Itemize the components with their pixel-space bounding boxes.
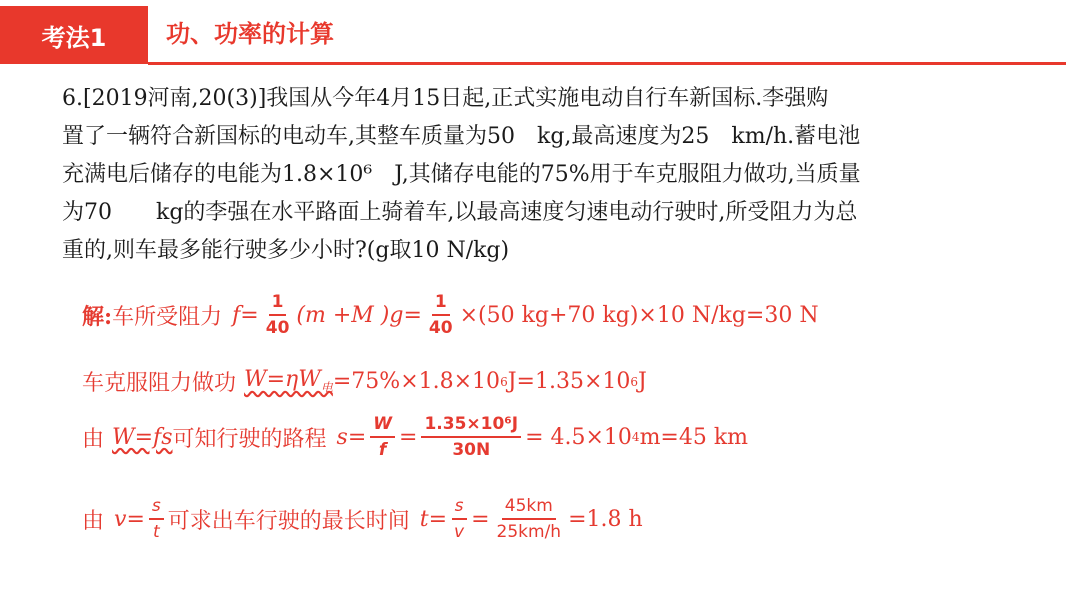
fraction-denominator: 30N [452, 440, 491, 460]
solution-text: 可求出车行驶的最长时间 [167, 508, 410, 534]
mass-sum: (m +M )g [296, 302, 404, 328]
equals: = [428, 506, 448, 532]
fraction-numerator: 1 [432, 292, 450, 316]
fraction-w-f [370, 414, 395, 460]
solution-line-4 [82, 496, 643, 542]
equals: = [403, 302, 422, 328]
solution-text: = 4.5×10 [525, 424, 632, 450]
fraction-denominator: f [378, 440, 387, 460]
fraction-time [494, 496, 565, 542]
superscript: 6 [500, 374, 508, 389]
header-bar [0, 0, 1066, 66]
fraction-numerator: 45km [502, 496, 556, 520]
equals: = [399, 424, 418, 450]
superscript: 4 [631, 430, 640, 444]
fraction-denominator: 40 [265, 318, 290, 338]
var-f: f [232, 302, 241, 328]
superscript: 6 [630, 374, 639, 389]
problem-line: 6.[2019河南,20(3)]我国从今年4月15日起,正式实施电动自行车新国标.李强购 [62, 86, 829, 111]
fraction-s-t [149, 496, 164, 542]
problem-text [62, 80, 1012, 270]
equals: = [240, 302, 259, 328]
solution-text: =75%×1.8×10 [332, 369, 501, 394]
solution-text: 可知行驶的路程 [172, 426, 327, 452]
work-formula-text: W=ηW [244, 367, 321, 393]
fraction-denominator: t [152, 522, 160, 542]
solution-text: 由 [82, 508, 105, 534]
fraction-numerator: 1 [269, 292, 287, 316]
problem-line: 充满电后储存的电能为1.8×10⁶ J,其储存电能的75%用于车克服阻力做功,当质量 [62, 162, 861, 187]
fraction-numerator: s [452, 496, 467, 520]
solution-line-1 [82, 292, 819, 338]
var-v: v [114, 506, 127, 532]
problem-line: 为70 kg的李强在水平路面上骑着车,以最高速度匀速电动行驶时,所受阻力为总 [62, 200, 858, 225]
work-formula: W=fs [112, 424, 173, 450]
fraction-1-40 [426, 292, 456, 338]
solution-text: J=1.35×10 [507, 369, 631, 394]
solution-text: m=45 km [639, 424, 749, 450]
section-badge: 考法1 [0, 6, 148, 64]
solution-line-2 [82, 366, 647, 397]
solution-text: =1.8 h [568, 506, 643, 532]
fraction-numerator: W [370, 414, 395, 438]
work-formula [244, 367, 333, 395]
solution-text: 由 [82, 426, 105, 452]
fraction-numerator: s [149, 496, 164, 520]
subscript: 电 [320, 380, 333, 395]
solution-line-3 [82, 414, 748, 460]
fraction-denominator: v [454, 522, 465, 542]
fraction-numerator: 1.35×10⁶J [421, 414, 521, 438]
solution-text: J [638, 369, 647, 394]
var-t: t [419, 506, 429, 532]
problem-line: 重的,则车最多能行驶多少小时?(g取10 N/kg) [62, 238, 510, 263]
fraction-distance [421, 414, 521, 460]
problem-line: 置了一辆符合新国标的电动车,其整车质量为50 kg,最高速度为25 km/h.蓄电池 [62, 124, 861, 149]
solution-text: 车克服阻力做功 [82, 371, 237, 396]
solution-text: 车所受阻力 [112, 304, 223, 330]
section-title: 功、功率的计算 [166, 20, 334, 48]
fraction-denominator: 25km/h [496, 522, 562, 542]
solution-text: ×(50 kg+70 kg)×10 N/kg=30 N [459, 302, 819, 328]
solution-label: 解: [82, 303, 113, 330]
fraction-denominator: 40 [428, 318, 453, 338]
fraction-s-v [451, 496, 467, 542]
fraction-1-40 [263, 292, 293, 338]
equals: = [471, 506, 490, 532]
var-s: s [336, 424, 348, 450]
equals: = [347, 424, 367, 450]
header-divider [148, 62, 1066, 65]
equals: = [126, 506, 145, 532]
